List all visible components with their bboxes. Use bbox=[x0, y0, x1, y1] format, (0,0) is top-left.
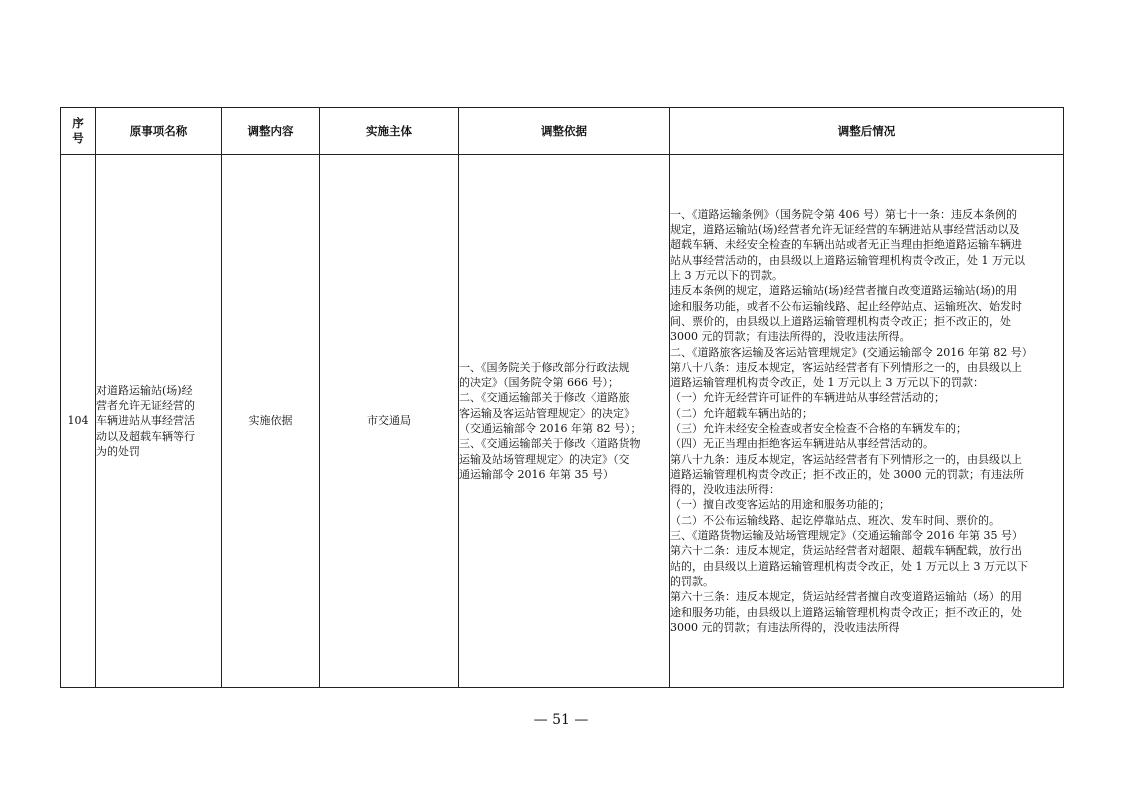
result-line: 第八十八条：违反本规定，客运站经营者有下列情形之一的，由县级以上 bbox=[670, 360, 1022, 374]
result-line: 得的，没收违法所得： bbox=[670, 483, 780, 497]
result-line: 违反本条例的规定，道路运输站(场)经营者擅自改变道路运输站(场)的用 bbox=[670, 284, 1018, 298]
result-line: （二）不公布运输线路、起讫停靠站点、班次、发车时间、票价的。 bbox=[670, 513, 1000, 527]
result-line: （二）允许超载车辆出站的； bbox=[670, 406, 813, 420]
table-row bbox=[61, 155, 1064, 688]
item-name-line: 动以及超载车辆等行 bbox=[96, 429, 195, 443]
basis-line: 三、《交通运输部关于修改〈道路货物 bbox=[459, 437, 641, 451]
regulation-table bbox=[60, 107, 1064, 688]
basis-line: 通运输部令 2016 年第 35 号） bbox=[459, 467, 614, 481]
header-name: 原事项名称 bbox=[96, 108, 222, 155]
adjustment-basis-cell bbox=[459, 155, 670, 688]
header-no: 序 号 bbox=[61, 108, 96, 155]
result-line: 道路运输管理机构责令改正；拒不改正的，处 3000 元的罚款；有违法所 bbox=[670, 467, 1024, 481]
header-result: 调整后情况 bbox=[670, 108, 1064, 155]
result-line: 间、票价的，由县级以上道路运输管理机构责令改正；拒不改正的，处 bbox=[670, 314, 1011, 328]
result-line: 二、《道路旅客运输及客运站管理规定》(交通运输部令 2016 年第 82 号） bbox=[670, 345, 1033, 359]
result-line: 第八十九条：违反本规定，客运站经营者有下列情形之一的，由县级以上 bbox=[670, 452, 1022, 466]
result-line: （一）擅自改变客运站的用途和服务功能的； bbox=[670, 498, 890, 512]
result-line: 第六十三条：违反本规定，货运站经营者擅自改变道路运输站（场）的用 bbox=[670, 590, 1022, 604]
result-line: 站的，由县级以上道路运输管理机构责令改正，处 1 万元以上 3 万元以下 bbox=[670, 559, 1028, 573]
result-line: 3000 元的罚款；有违法所得的，没收违法所得。 bbox=[670, 330, 911, 344]
result-line: （四）无正当理由拒绝客运车辆进站从事经营活动的。 bbox=[670, 437, 934, 451]
page-number: — 51 — bbox=[533, 712, 589, 728]
item-name-cell bbox=[96, 155, 222, 688]
basis-line: 二、《交通运输部关于修改〈道路旅 bbox=[459, 391, 630, 405]
result-line: 途和服务功能，或者不公布运输线路、起止经停站点、运输班次、始发时 bbox=[670, 299, 1022, 313]
basis-line: 客运输及客运站管理规定〉的决定》 bbox=[459, 406, 635, 420]
basis-line: （交通运输部令 2016 年第 82 号）； bbox=[459, 422, 642, 435]
item-name-line: 对道路运输站(场)经 bbox=[96, 383, 193, 397]
row-number: 104 bbox=[61, 155, 96, 688]
result-line: （三）允许未经安全检查或者安全检查不合格的车辆发车的； bbox=[670, 422, 967, 435]
header-content: 调整内容 bbox=[222, 108, 320, 155]
result-line: 三、《道路货物运输及站场管理规定》（交通运输部令 2016 年第 35 号） bbox=[670, 529, 1023, 543]
result-line: 3000 元的罚款；有违法所得的，没收违法所得 bbox=[670, 620, 900, 634]
result-line: 的罚款。 bbox=[670, 574, 714, 588]
result-line: （一）允许无经营许可证件的车辆进站从事经营活动的； bbox=[670, 391, 945, 405]
item-name-line: 为的处罚 bbox=[96, 444, 140, 458]
implementing-body-cell: 市交通局 bbox=[320, 155, 459, 688]
adjustment-content-cell: 实施依据 bbox=[222, 155, 320, 688]
result-line: 一、《道路运输条例》（国务院令第 406 号）第七十一条：违反本条例的 bbox=[670, 207, 1017, 221]
result-line: 道路运输管理机构责令改正，处 1 万元以上 3 万元以下的罚款： bbox=[670, 376, 984, 390]
header-basis: 调整依据 bbox=[459, 108, 670, 155]
basis-line: 的决定》（国务院令第 666 号）； bbox=[459, 376, 619, 390]
header-row bbox=[61, 108, 1064, 155]
adjusted-situation-cell bbox=[670, 155, 1064, 688]
basis-line: 运输及站场管理规定〉的决定》（交 bbox=[459, 452, 630, 466]
header-subject: 实施主体 bbox=[320, 108, 459, 155]
result-line: 规定，道路运输站(场)经营者允许无证经营的车辆进站从事经营活动以及 bbox=[670, 223, 1020, 237]
result-line: 途和服务功能，由县级以上道路运输管理机构责令改正；拒不改正的，处 bbox=[670, 605, 1022, 619]
result-line: 上 3 万元以下的罚款。 bbox=[670, 269, 783, 283]
result-line: 第六十二条：违反本规定，货运站经营者对超限、超载车辆配载，放行出 bbox=[670, 544, 1022, 558]
item-name-line: 营者允许无证经营的 bbox=[96, 399, 195, 413]
item-name-line: 车辆进站从事经营活 bbox=[96, 414, 195, 428]
result-line: 站从事经营活动的，由县级以上道路运输管理机构责令改正，处 1 万元以 bbox=[670, 253, 1025, 267]
basis-line: 一、《国务院关于修改部分行政法规 bbox=[459, 360, 630, 374]
result-line: 超载车辆、未经安全检查的车辆出站或者无正当理由拒绝道路运输车辆进 bbox=[670, 238, 1022, 252]
